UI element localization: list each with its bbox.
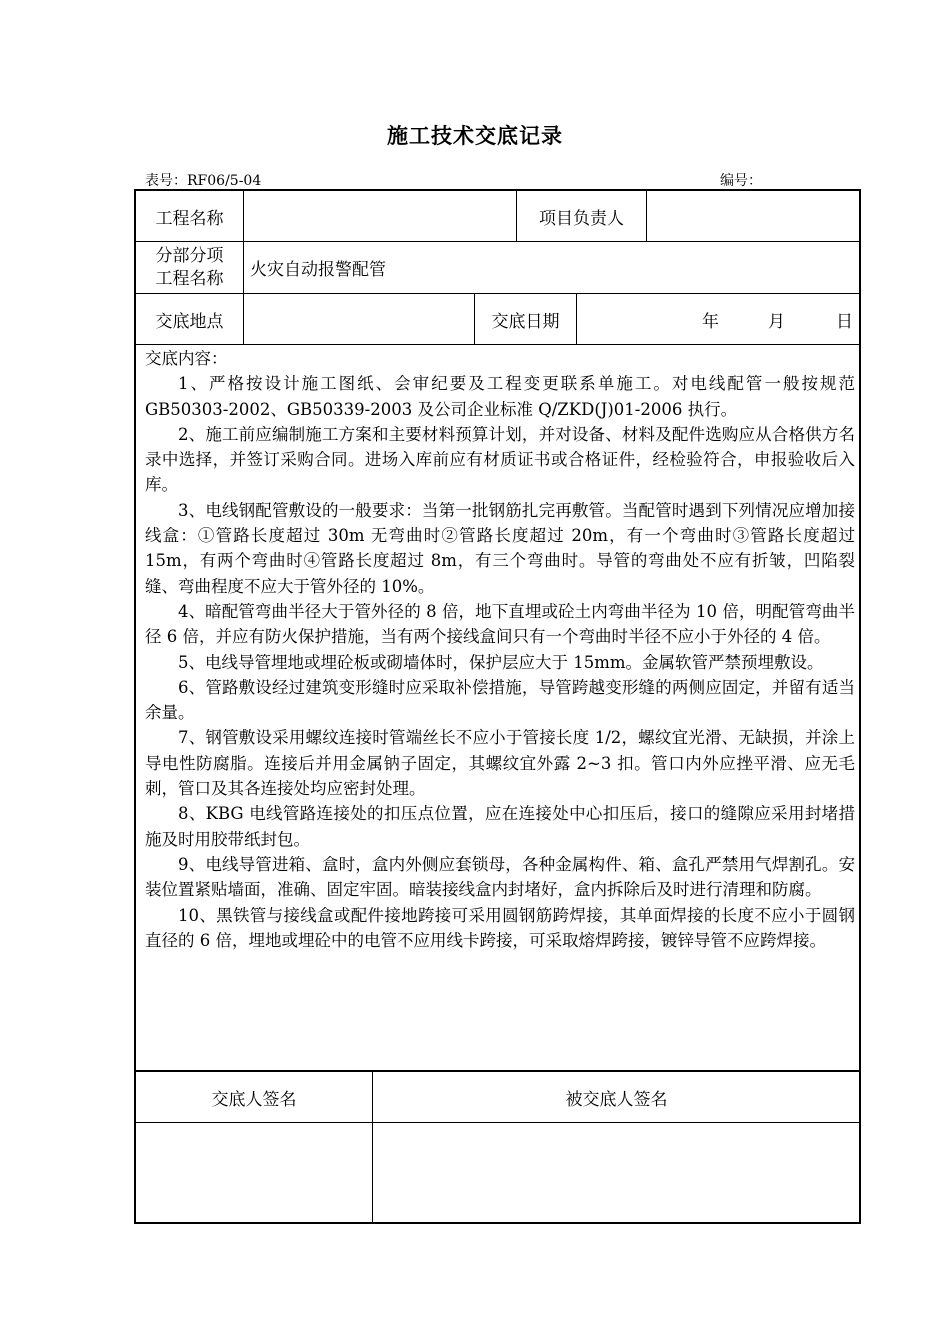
column-divider: [243, 189, 244, 345]
project-name-label: 工程名称: [155, 208, 224, 229]
discloser-signature-label: 交底人签名: [211, 1089, 297, 1110]
content-item-6: 6、管路敷设经过建筑变形缝时应采取补偿措施，导管跨越变形缝的两侧应固定，并留有适当余量。: [145, 677, 855, 723]
date-month-label: 月: [768, 312, 785, 332]
content-item-8: 8、KBG 电线管路连接处的扣压点位置，应在连接处中心扣压后，接口的缝隙应采用封堵措施及时用胶带纸封包。: [145, 804, 855, 849]
content-heading: 交底内容：: [145, 349, 228, 368]
project-manager-field[interactable]: [649, 191, 859, 241]
date-day-label: 日: [836, 312, 853, 332]
discloser-signature-field[interactable]: [136, 1124, 372, 1222]
serial-number-label: 编号：: [720, 173, 762, 189]
date-label: 交底日期: [491, 311, 560, 332]
content-item-5: 5、电线导管埋地或埋砼板或砌墙体时，保护层应大于 15mm。金属软管严禁预埋敷设。: [178, 652, 824, 672]
content-item-2: 2、施工前应编制施工方案和主要材料预算计划，并对设备、材料及配件选购应从合格供方名录中选择，并签订采购合同。进场入库前应有材质证书或合格证件，经检验符合，申报验收后入库。: [145, 424, 855, 495]
content-item-4: 4、暗配管弯曲半径大于管外径的 8 倍，地下直埋或砼土内弯曲半径为 10 倍，明配管弯曲半径 6 倍，并应有防火保护措施，当有两个接线盒间只有一个弯曲时半径不应小于外径的 4 倍。: [145, 601, 855, 647]
sub-project-value: 火灾自动报警配管: [250, 260, 386, 280]
sub-project-label-line1: 分部分项: [155, 245, 224, 266]
project-manager-label: 项目负责人: [539, 208, 624, 229]
form-number: 表号：RF06/5-04: [145, 173, 262, 189]
project-name-field[interactable]: [246, 191, 514, 241]
content-item-10: 10、黑铁管与接线盒或配件接地跨接可采用圆钢筋跨焊接，其单面焊接的长度不应小于圆钢直径的 6 倍，埋地或埋砼中的电管不应用线卡跨接，可采取熔焊跨接，镀锌导管不应跨焊接。: [145, 905, 855, 950]
location-label: 交底地点: [155, 311, 224, 332]
column-divider: [372, 1071, 373, 1224]
column-divider: [646, 189, 647, 242]
receiver-signature-field[interactable]: [374, 1124, 859, 1222]
page-title: 施工技术交底记录: [387, 124, 563, 148]
content-item-1: 1、严格按设计施工图纸、会审纪要及工程变更联系单施工。对电线配管一般按规范 GB50303-2002、GB50339-2003 及公司企业标准 Q/ZKD(J)01-2006 执行。: [145, 374, 855, 419]
row-divider: [134, 1122, 861, 1123]
receiver-signature-label: 被交底人签名: [565, 1089, 668, 1110]
content-item-7: 7、钢管敷设采用螺纹连接时管端丝长不应小于管接长度 1/2，螺纹宜光滑、无缺损，并涂上导电性防腐脂。连接后并用金属钠子固定，其螺纹宜外露 2~3 扣。管口内外应挫平滑、应无毛刺，管口及其各连接处均应密封处理。: [145, 728, 855, 799]
content-item-9: 9、电线导管进箱、盒时，盒内外侧应套锁母，各种金属构件、箱、盒孔严禁用气焊割孔。安装位置紧贴墙面，准确、固定牢固。暗装接线盒内封堵好，盒内拆除后及时进行清理和防腐。: [145, 854, 855, 900]
disclosure-content: [145, 346, 855, 953]
date-year-label: 年: [702, 312, 719, 332]
content-item-3: 3、电线钢配管敷设的一般要求：当第一批钢筋扎完再敷管。当配管时遇到下列情况应增加接线盒：①管路长度超过 30m 无弯曲时②管路长度超过 20m，有一个弯曲时③管路长度超过 15m，有两个弯曲时④管路长度超过 8m，有三个弯曲时。导管的弯曲处不应有折皱，凹陷裂缝、弯曲程度不应大于管外径的 10%。: [145, 500, 855, 596]
location-field[interactable]: [246, 294, 472, 344]
column-divider: [576, 293, 577, 345]
sub-project-label: [136, 242, 243, 293]
sub-project-label-line2: 工程名称: [155, 268, 224, 289]
